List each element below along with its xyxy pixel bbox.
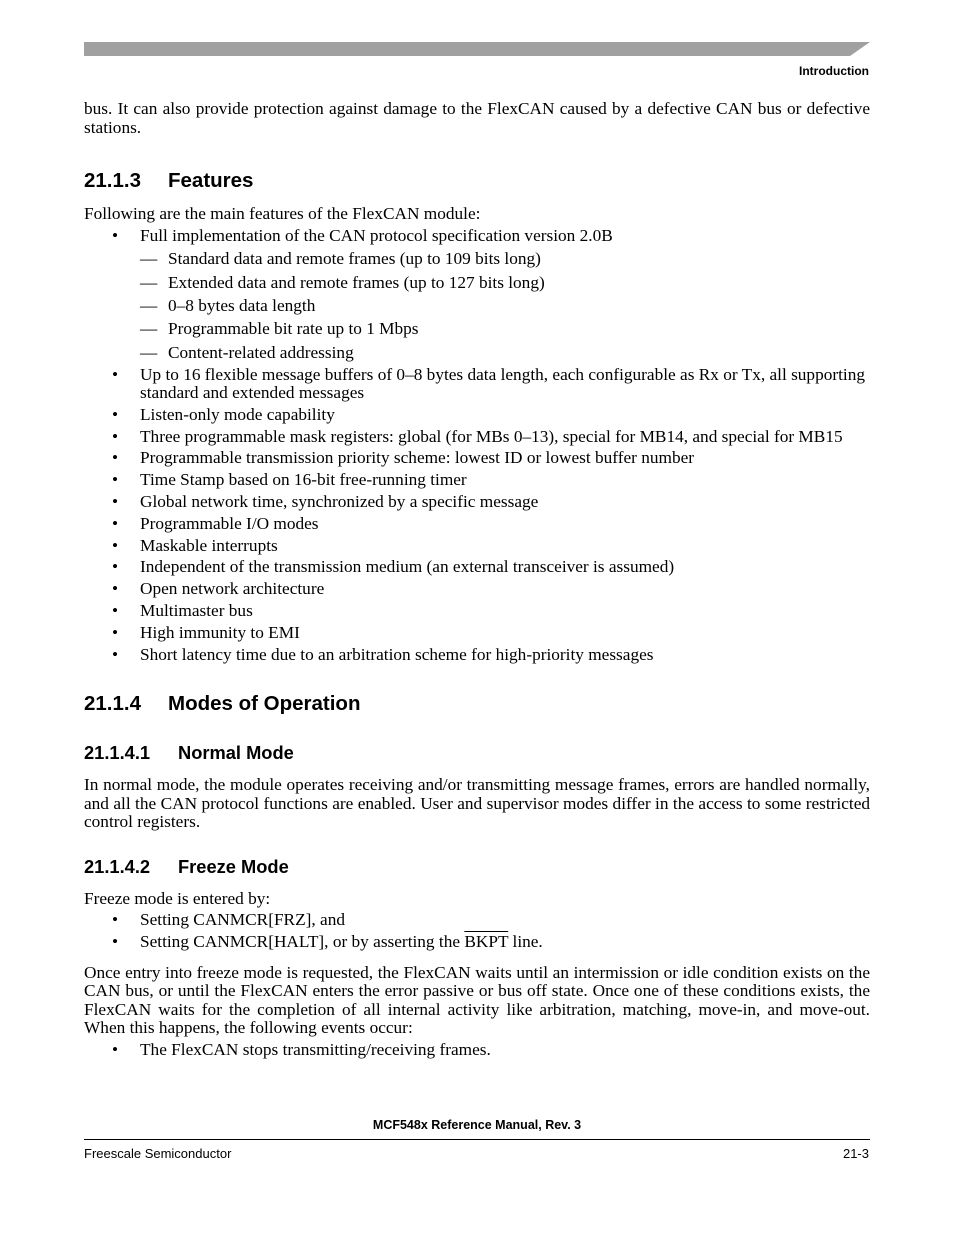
- list-item: • Listen-only mode capability: [112, 404, 335, 424]
- subsection-title: Normal Mode: [178, 742, 294, 764]
- footer-manual-title: MCF548x Reference Manual, Rev. 3: [372, 1118, 582, 1132]
- sub-list-item: — Standard data and remote frames (up to 109 bits long): [140, 249, 541, 269]
- section-title: Features: [168, 169, 254, 192]
- features-sublist: [140, 250, 870, 362]
- list-item: • Global network time, synchronized by a specific message: [112, 492, 539, 512]
- list-item-text: Full implementation of the CAN protocol specification version 2.0B: [140, 225, 613, 245]
- section-number: 21.1.4: [84, 692, 141, 716]
- section-heading-modes: [84, 692, 870, 716]
- list-item: • Independent of the transmission medium (an external transceiver is assumed): [112, 557, 675, 577]
- list-item: • Setting CANMCR[HALT], or by asserting the BKPT line.: [112, 932, 543, 952]
- list-item: • Three programmable mask registers: global (for MBs 0–13), special for MB14, and special for MB15: [112, 426, 843, 446]
- list-item: • Maskable interrupts: [112, 535, 278, 555]
- list-item: • Programmable I/O modes: [112, 513, 319, 533]
- freeze-mode-lead: Freeze mode is entered by:: [84, 888, 271, 908]
- list-item: • Time Stamp based on 16-bit free-running timer: [112, 470, 467, 490]
- section-number: 21.1.3: [84, 169, 141, 192]
- intro-continuation: bus. It can also provide protection against damage to the FlexCAN caused by a defective CAN bus or defective stations.: [84, 99, 870, 137]
- subsection-heading-normal-mode: [84, 742, 870, 764]
- freeze-mode-paragraph: Once entry into freeze mode is requested, the FlexCAN waits until an intermission or idle condition exists on the CAN bus, or until the FlexCAN enters the error passive or bus off state. Once one of these conditions exists, the FlexCAN waits for the completion of all internal activity like arbitration, matching, move-in, and move-out. When this happens, the following events occur:: [84, 962, 870, 1038]
- features-lead: Following are the main features of the FlexCAN module:: [84, 204, 481, 223]
- subsection-number: 21.1.4.1: [84, 742, 151, 764]
- footer-company: Freescale Semiconductor: [84, 1146, 232, 1161]
- list-item: • High immunity to EMI: [112, 622, 300, 642]
- freeze-events-list: [84, 1041, 870, 1060]
- header-bar-shape: [84, 42, 870, 56]
- running-head: Introduction: [799, 64, 869, 78]
- footer-page-number: 21-3: [842, 1146, 869, 1161]
- header-bar-graphic: [84, 42, 870, 56]
- bkpt-signal: BKPT: [464, 932, 509, 952]
- section-title: Modes of Operation: [168, 692, 361, 716]
- footer-divider: [84, 1139, 870, 1140]
- list-item: • The FlexCAN stops transmitting/receiving frames.: [112, 1040, 491, 1059]
- subsection-title: Freeze Mode: [178, 855, 289, 877]
- list-item: • Full implementation of the CAN protocol specification version 2.0B — Standard data and remote frames (up to 109 bits long) — Extended data and remote frames (up to 127 bits long) — 0–8 bytes data length — Programmable bit rate up to 1 Mbps — Content-related addressing: [84, 227, 870, 362]
- header-bar: [84, 42, 870, 56]
- sub-list-item: — Programmable bit rate up to 1 Mbps: [140, 319, 419, 339]
- sub-list-item: — Content-related addressing: [140, 342, 354, 362]
- page-body: [84, 100, 870, 1060]
- subsection-heading-freeze-mode: [84, 856, 870, 878]
- subsection-number: 21.1.4.2: [84, 855, 151, 877]
- freeze-entry-list: [84, 911, 870, 951]
- sub-list-item: — 0–8 bytes data length: [140, 295, 316, 315]
- normal-mode-text: In normal mode, the module operates receiving and/or transmitting message frames, errors are handled normally, and all the CAN protocol functions are enabled. User and supervisor modes differ in the access to some restricted control registers.: [84, 775, 870, 832]
- list-item: • Short latency time due to an arbitration scheme for high-priority messages: [112, 644, 654, 664]
- list-item: • Setting CANMCR[FRZ], and: [112, 910, 345, 930]
- section-heading-features: [84, 169, 870, 193]
- list-item: • Programmable transmission priority scheme: lowest ID or lowest buffer number: [112, 448, 695, 468]
- features-list: [84, 227, 870, 664]
- list-item: • Open network architecture: [112, 579, 325, 599]
- list-item: • Multimaster bus: [112, 601, 253, 621]
- list-item: • Up to 16 flexible message buffers of 0–8 bytes data length, each configurable as Rx or Tx, all supporting standard and extended messages: [112, 364, 865, 403]
- sub-list-item: — Extended data and remote frames (up to 127 bits long): [140, 272, 545, 292]
